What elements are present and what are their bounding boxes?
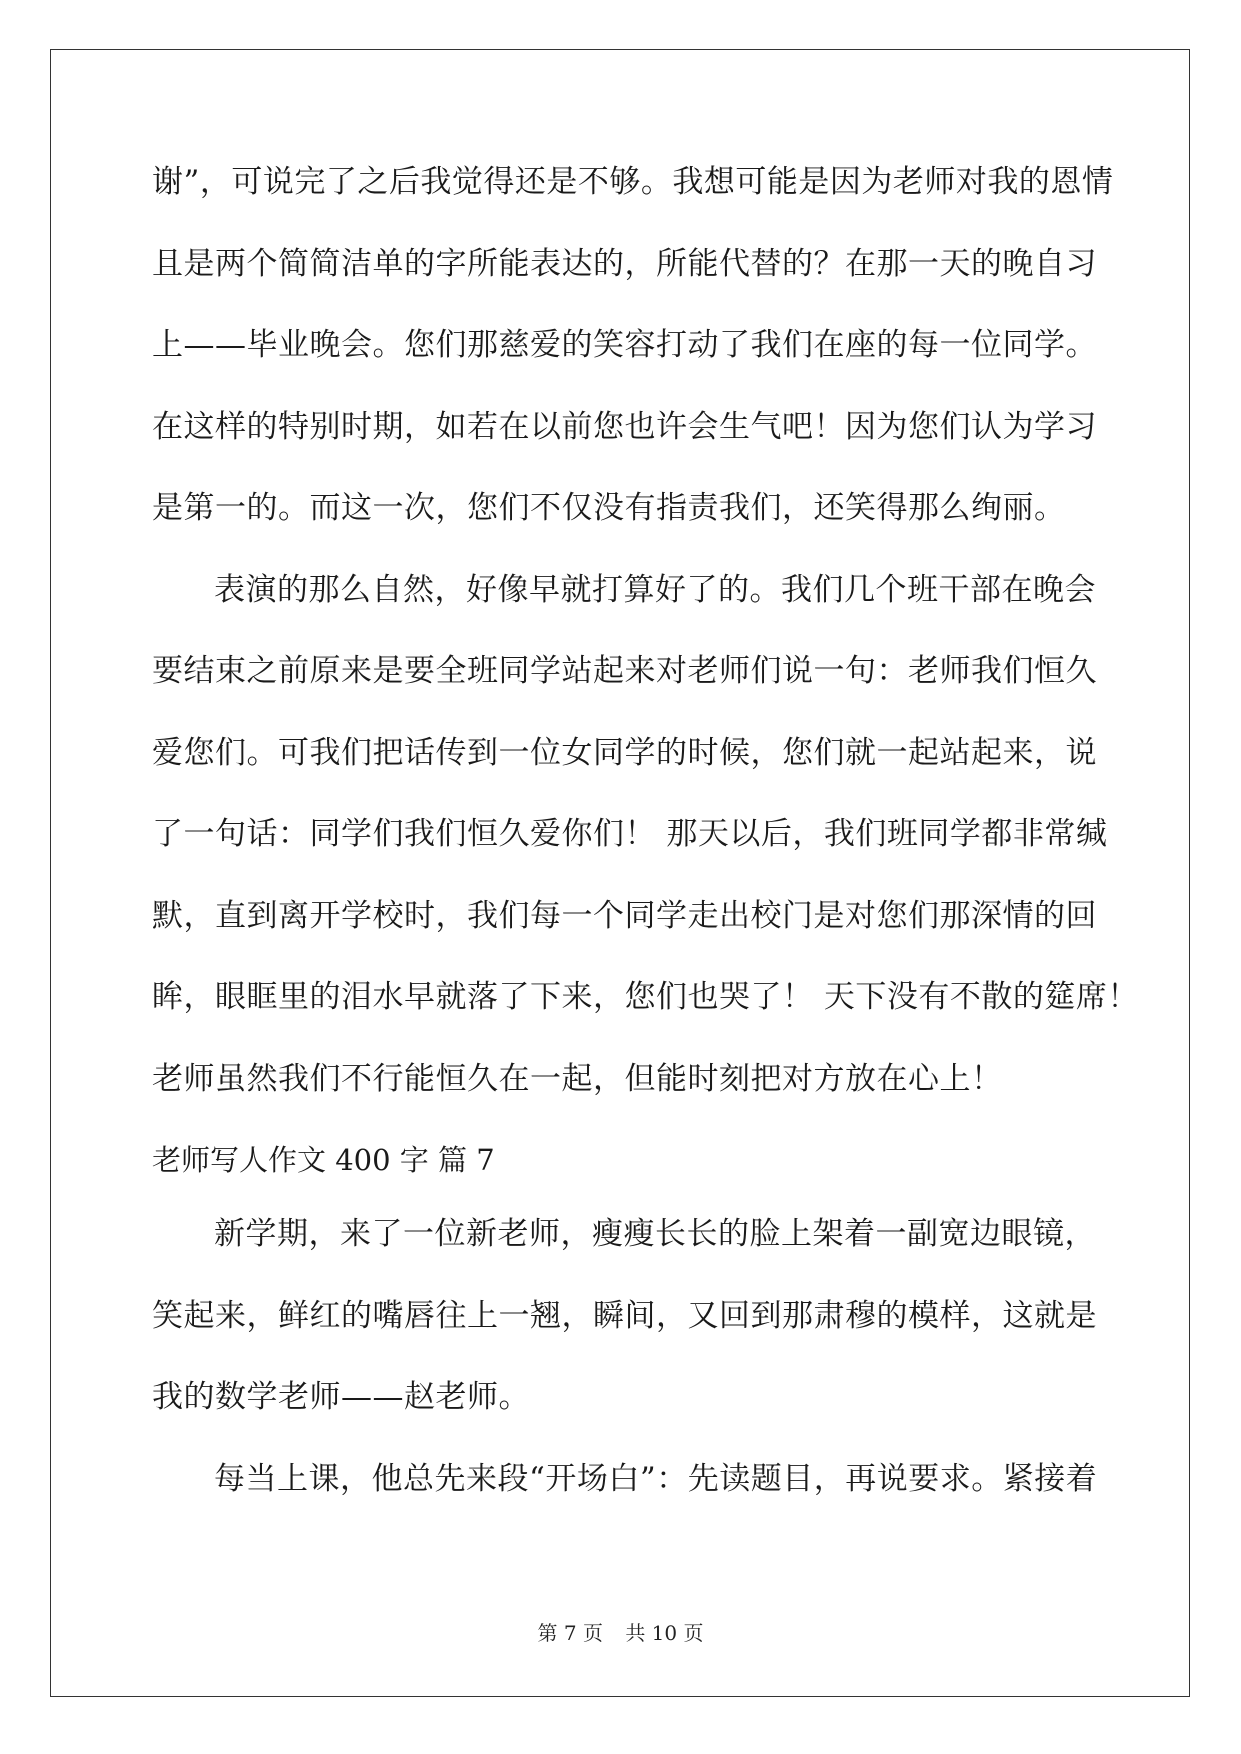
page-total: 共 10 页 <box>625 1621 704 1645</box>
text-line: 眸，眼眶里的泪水早就落了下来，您们也哭了！ 天下没有不散的筵席！ <box>152 979 1139 1015</box>
paragraph-first-line: 新学期，来了一位新老师，瘦瘦长长的脸上架着一副宽边眼镜， <box>214 1216 1096 1252</box>
page-number: 第 7 页 <box>537 1621 603 1645</box>
text-line: 上——毕业晚会。您们那慈爱的笑容打动了我们在座的每一位同学。 <box>152 327 1097 363</box>
text-line: 默，直到离开学校时，我们每一个同学走出校门是对您们那深情的回 <box>152 897 1097 934</box>
text-line: 爱您们。可我们把话传到一位女同学的时候，您们就一起站起来，说 <box>152 734 1097 771</box>
paragraph-first-line: 每当上课，他总先来段“开场白”：先读题目，再说要求。紧接着 <box>214 1460 1098 1497</box>
text-line: 了一句话：同学们我们恒久爱你们！ 那天以后，我们班同学都非常缄 <box>152 816 1108 852</box>
paragraph-first-line: 表演的那么自然，好像早就打算好了的。我们几个班干部在晚会 <box>214 571 1096 608</box>
text-line: 笑起来，鲜红的嘴唇往上一翘，瞬间，又回到那肃穆的模样，这就是 <box>152 1297 1097 1334</box>
text-line: 在这样的特别时期，如若在以前您也许会生气吧！因为您们认为学习 <box>152 408 1097 445</box>
page-footer <box>0 1617 1241 1646</box>
text-line: 谢”，可说完了之后我觉得还是不够。我想可能是因为老师对我的恩情 <box>152 164 1114 200</box>
text-line: 我的数学老师——赵老师。 <box>152 1379 530 1415</box>
text-line: 是第一的。而这一次，您们不仅没有指责我们，还笑得那么绚丽。 <box>152 490 1066 526</box>
text-line: 要结束之前原来是要全班同学站起来对老师们说一句：老师我们恒久 <box>152 653 1097 689</box>
text-line: 老师虽然我们不行能恒久在一起，但能时刻把对方放在心上！ <box>152 1060 1003 1097</box>
section-heading: 老师写人作文 400 字 篇 7 <box>152 1143 495 1177</box>
document-body <box>152 158 1139 1536</box>
text-line: 且是两个简简洁单的字所能表达的，所能代替的？在那一天的晚自习 <box>152 245 1097 282</box>
